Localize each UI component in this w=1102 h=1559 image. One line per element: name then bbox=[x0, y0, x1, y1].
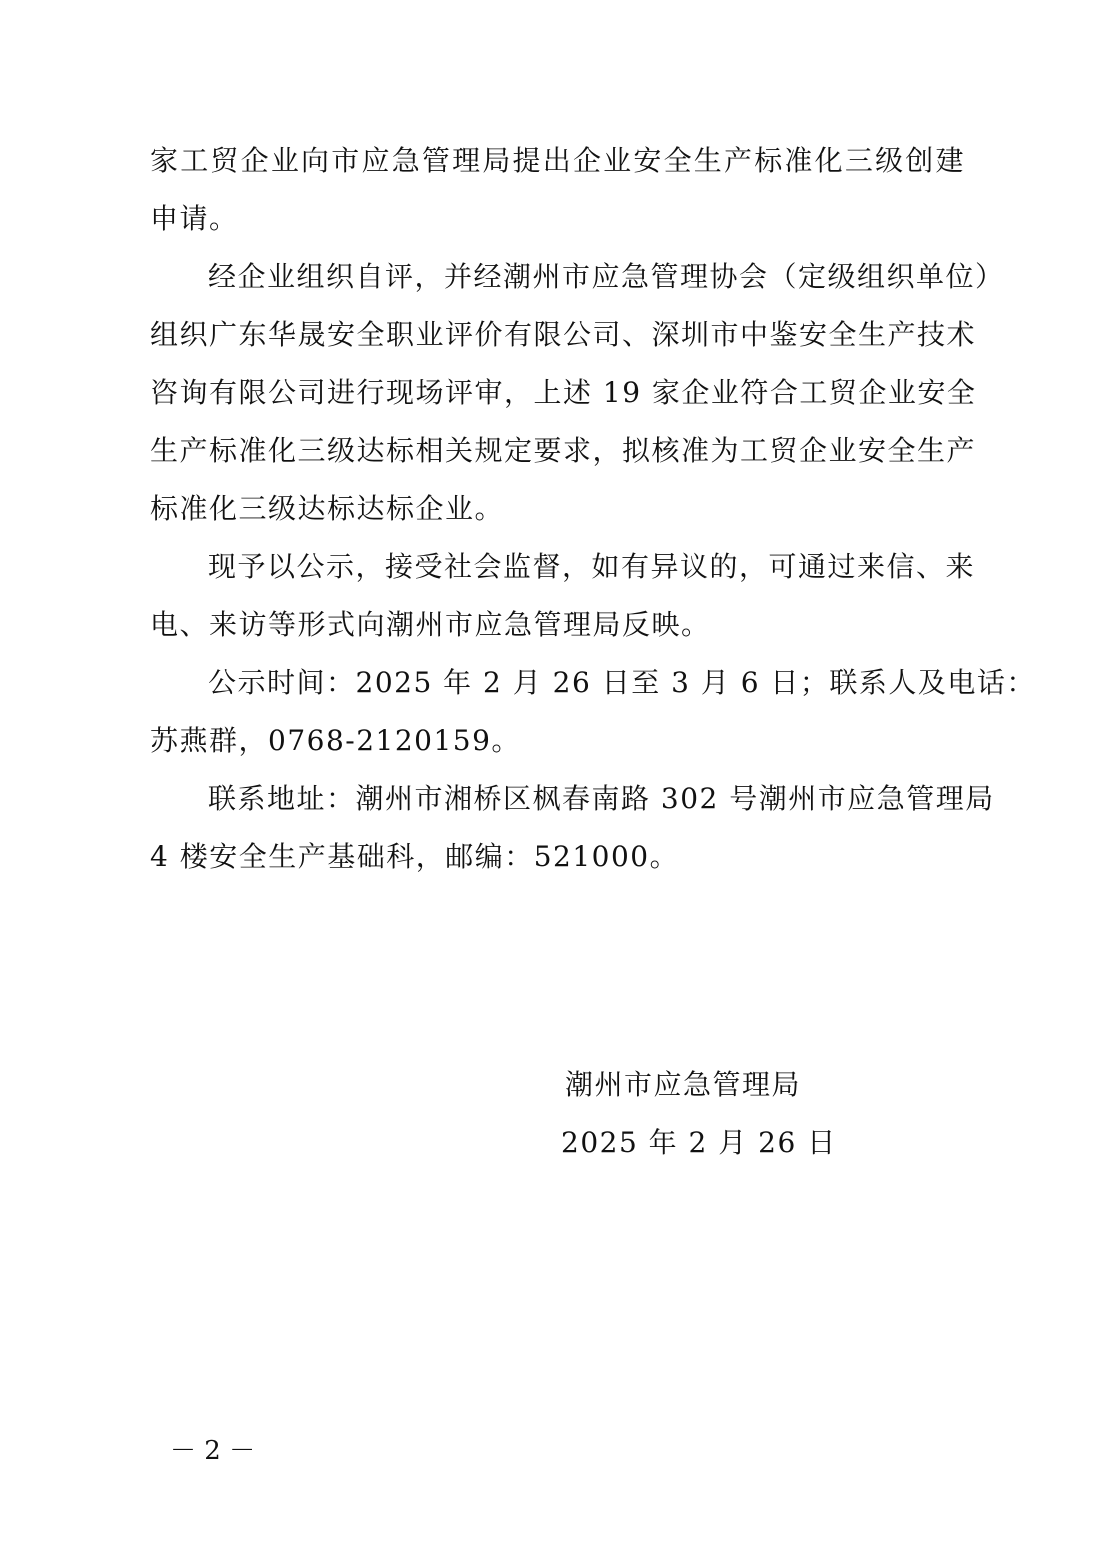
body-line-3: 经企业组织自评，并经潮州市应急管理协会（定级组织单位） bbox=[208, 260, 1005, 293]
body-line-11: 苏燕群，0768-2120159。 bbox=[150, 724, 521, 757]
body-line-5: 咨询有限公司进行现场评审，上述 19 家企业符合工贸企业安全 bbox=[150, 376, 977, 409]
body-line-9: 电、来访等形式向潮州市应急管理局反映。 bbox=[150, 608, 711, 641]
body-line-6: 生产标准化三级达标相关规定要求，拟核准为工贸企业安全生产 bbox=[150, 434, 977, 467]
signature-date: 2025 年 2 月 26 日 bbox=[561, 1126, 837, 1159]
body-line-12: 联系地址：潮州市湘桥区枫春南路 302 号潮州市应急管理局 bbox=[208, 782, 995, 815]
body-line-4: 组织广东华晟安全职业评价有限公司、深圳市中鉴安全生产技术 bbox=[150, 318, 977, 351]
body-line-10: 公示时间：2025 年 2 月 26 日至 3 月 6 日；联系人及电话： bbox=[208, 666, 1036, 699]
page-number: － 2 － bbox=[170, 1436, 256, 1466]
signature-organization: 潮州市应急管理局 bbox=[565, 1068, 802, 1101]
body-line-2: 申请。 bbox=[150, 202, 239, 235]
body-line-1: 家工贸企业向市应急管理局提出企业安全生产标准化三级创建 bbox=[150, 144, 965, 177]
body-line-8: 现予以公示，接受社会监督，如有异议的，可通过来信、来 bbox=[208, 550, 976, 583]
body-line-13: 4 楼安全生产基础科，邮编：521000。 bbox=[150, 840, 680, 873]
body-line-7: 标准化三级达标达标企业。 bbox=[150, 492, 505, 525]
